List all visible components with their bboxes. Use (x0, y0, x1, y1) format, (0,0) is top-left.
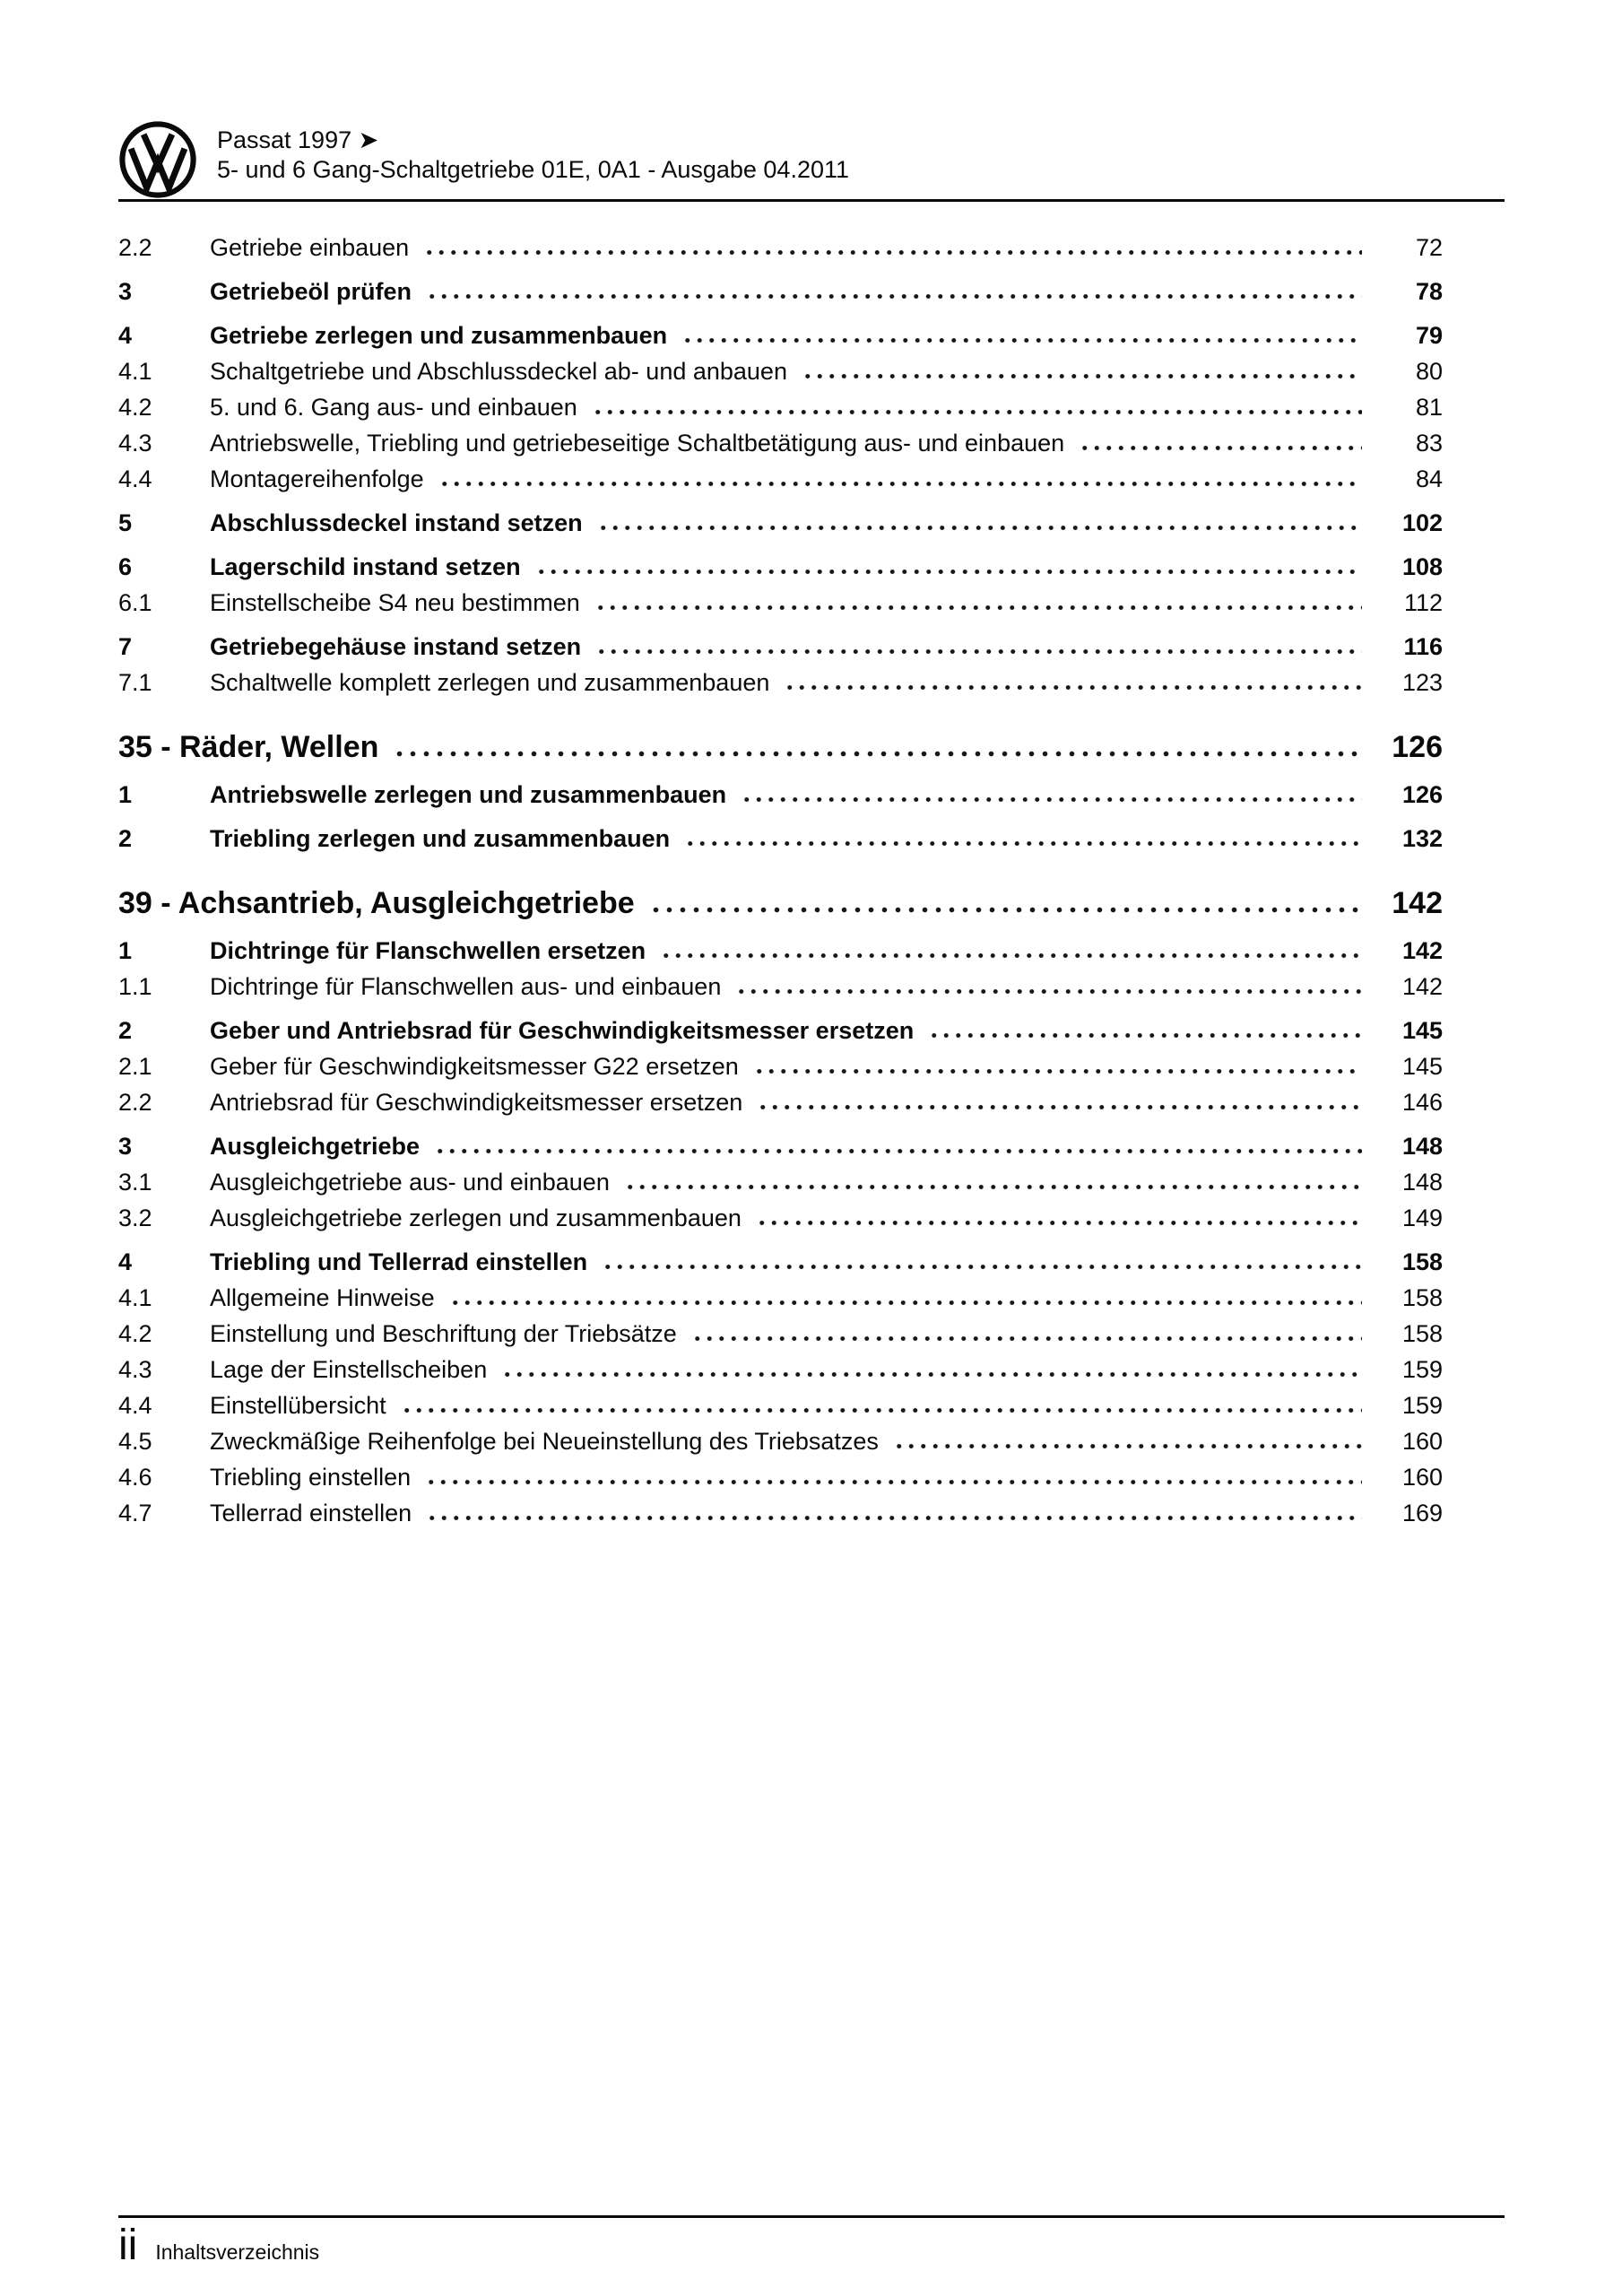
entry-number: 1 (118, 937, 133, 964)
entry-label: Tellerrad einstellen (210, 1500, 412, 1526)
dot-leader (593, 585, 1362, 621)
entry-number: 2 (118, 825, 133, 852)
footer-page-number: ii (118, 2222, 138, 2269)
toc-entry (118, 353, 1443, 389)
vw-logo (118, 120, 197, 199)
dot-leader (423, 1459, 1362, 1495)
dot-leader (733, 969, 1362, 1004)
toc (118, 230, 1443, 1531)
dot-leader (754, 1200, 1362, 1236)
entry-page-number: 158 (1401, 1284, 1443, 1311)
entry-page-number: 146 (1401, 1089, 1443, 1116)
toc-entry (118, 1084, 1443, 1120)
dot-leader (682, 821, 1362, 857)
entry-number: 4.5 (118, 1428, 152, 1455)
toc-entry (118, 1128, 1443, 1164)
dot-leader (891, 1423, 1362, 1459)
entry-label: Zweckmäßige Reihenfolge bei Neueinstellung des Triebsatzes (210, 1428, 879, 1455)
dot-leader (800, 353, 1362, 389)
dot-leader (658, 933, 1362, 969)
entry-page-number: 148 (1401, 1169, 1443, 1196)
toc-entry (118, 230, 1443, 265)
header-rule (118, 199, 1505, 202)
toc-entry (118, 1244, 1443, 1280)
entry-page-number: 80 (1415, 358, 1443, 385)
toc-entry (118, 505, 1443, 541)
dot-leader (751, 1048, 1362, 1084)
entry-label: Dichtringe für Flanschwellen aus- und einbauen (210, 973, 722, 1000)
toc-entry (118, 317, 1443, 353)
toc-entry (118, 1495, 1443, 1531)
entry-page-number: 160 (1401, 1464, 1443, 1491)
dot-leader (499, 1352, 1362, 1387)
toc-section-heading (118, 882, 1443, 925)
entry-page-number: 102 (1401, 509, 1443, 536)
dot-leader (424, 274, 1362, 309)
entry-page-number: 84 (1415, 465, 1443, 492)
toc-entry (118, 549, 1443, 585)
footer-rule (118, 2215, 1505, 2218)
dot-leader (447, 1280, 1362, 1316)
dot-leader (437, 461, 1362, 497)
entry-label: Getriebegehäuse instand setzen (210, 633, 582, 660)
entry-label: Geber für Geschwindigkeitsmesser G22 ersetzen (210, 1053, 739, 1080)
entry-page-number: 72 (1415, 234, 1443, 261)
header-text (217, 120, 849, 185)
entry-number: 3 (118, 278, 133, 305)
dot-leader (690, 1316, 1362, 1352)
dot-leader (424, 1495, 1362, 1531)
entry-page-number: 79 (1415, 322, 1443, 349)
section-title: 35 - Räder, Wellen (118, 730, 379, 764)
entry-page-number: 81 (1415, 394, 1443, 421)
dot-leader (432, 1128, 1362, 1164)
entry-page-number: 78 (1415, 278, 1443, 305)
page-header (118, 120, 1505, 199)
entry-label: Getriebe zerlegen und zusammenbauen (210, 322, 668, 349)
entry-number: 1 (118, 781, 133, 808)
toc-entry (118, 389, 1443, 425)
section-page-number: 142 (1392, 886, 1443, 920)
entry-label: Schaltwelle komplett zerlegen und zusammenbauen (210, 669, 770, 696)
entry-number: 4.4 (118, 465, 152, 492)
entry-page-number: 148 (1401, 1133, 1443, 1160)
footer-label: Inhaltsverzeichnis (155, 2240, 320, 2264)
toc-entry (118, 1352, 1443, 1387)
entry-number: 4.3 (118, 1356, 152, 1383)
dot-leader (1077, 425, 1362, 461)
entry-number: 1.1 (118, 973, 152, 1000)
entry-page-number: 116 (1403, 633, 1443, 660)
toc-entry (118, 274, 1443, 309)
entry-label: Getriebe einbauen (210, 234, 410, 261)
toc-entry (118, 933, 1443, 969)
entry-page-number: 123 (1401, 669, 1443, 696)
entry-number: 3.1 (118, 1169, 152, 1196)
section-title: 39 - Achsantrieb, Ausgleichgetriebe (118, 886, 635, 920)
entry-label: Abschlussdeckel instand setzen (210, 509, 583, 536)
toc-entry (118, 665, 1443, 700)
page-footer (118, 2222, 319, 2269)
toc-entry (118, 1459, 1443, 1495)
dot-leader (622, 1164, 1362, 1200)
entry-label: Triebling zerlegen und zusammenbauen (210, 825, 671, 852)
entry-page-number: 112 (1403, 589, 1443, 616)
toc-entry (118, 1048, 1443, 1084)
entry-number: 4.6 (118, 1464, 152, 1491)
entry-number: 4.1 (118, 1284, 152, 1311)
entry-label: Einstellübersicht (210, 1392, 386, 1419)
entry-number: 7.1 (118, 669, 152, 696)
entry-number: 3 (118, 1133, 133, 1160)
dot-leader (590, 389, 1362, 425)
entry-number: 4.3 (118, 430, 152, 457)
entry-number: 4.7 (118, 1500, 152, 1526)
toc-entry (118, 1013, 1443, 1048)
entry-page-number: 108 (1401, 553, 1443, 580)
entry-number: 3.2 (118, 1205, 152, 1231)
dot-leader (680, 317, 1362, 353)
header-model: Passat 1997 ➤ (217, 126, 379, 153)
toc-entry (118, 1164, 1443, 1200)
entry-label: Triebling und Tellerrad einstellen (210, 1248, 588, 1275)
entry-label: Lage der Einstellscheiben (210, 1356, 488, 1383)
entry-number: 4.1 (118, 358, 152, 385)
entry-number: 2.2 (118, 234, 152, 261)
entry-label: Lagerschild instand setzen (210, 553, 521, 580)
entry-label: Montagereihenfolge (210, 465, 424, 492)
entry-label: Triebling einstellen (210, 1464, 412, 1491)
entry-number: 4 (118, 1248, 133, 1275)
entry-page-number: 169 (1401, 1500, 1443, 1526)
dot-leader (595, 505, 1362, 541)
entry-number: 4.2 (118, 394, 152, 421)
toc-section-heading (118, 726, 1443, 769)
entry-page-number: 145 (1401, 1053, 1443, 1080)
dot-leader (647, 882, 1362, 925)
dot-leader (926, 1013, 1362, 1048)
entry-page-number: 158 (1401, 1320, 1443, 1347)
entry-page-number: 159 (1401, 1356, 1443, 1383)
toc-entry (118, 629, 1443, 665)
entry-page-number: 142 (1401, 973, 1443, 1000)
dot-leader (600, 1244, 1362, 1280)
toc-entry (118, 969, 1443, 1004)
toc-entry (118, 425, 1443, 461)
toc-entry (118, 1423, 1443, 1459)
dot-leader (399, 1387, 1362, 1423)
dot-leader (739, 777, 1362, 813)
entry-label: Ausgleichgetriebe (210, 1133, 421, 1160)
entry-number: 2.1 (118, 1053, 152, 1080)
dot-leader (421, 230, 1362, 265)
entry-number: 6 (118, 553, 133, 580)
entry-label: 5. und 6. Gang aus- und einbauen (210, 394, 577, 421)
entry-label: Allgemeine Hinweise (210, 1284, 435, 1311)
entry-label: Dichtringe für Flanschwellen ersetzen (210, 937, 646, 964)
entry-page-number: 158 (1401, 1248, 1443, 1275)
dot-leader (755, 1084, 1362, 1120)
entry-number: 7 (118, 633, 133, 660)
entry-label: Antriebswelle zerlegen und zusammenbauen (210, 781, 727, 808)
entry-label: Schaltgetriebe und Abschlussdeckel ab- und anbauen (210, 358, 787, 385)
dot-leader (594, 629, 1362, 665)
entry-label: Ausgleichgetriebe aus- und einbauen (210, 1169, 610, 1196)
toc-entry (118, 821, 1443, 857)
dot-leader (533, 549, 1362, 585)
entry-page-number: 145 (1401, 1017, 1443, 1044)
dot-leader (391, 726, 1362, 769)
entry-page-number: 149 (1401, 1205, 1443, 1231)
toc-entry (118, 1316, 1443, 1352)
toc-entry (118, 1280, 1443, 1316)
toc-entry (118, 1200, 1443, 1236)
entry-page-number: 142 (1401, 937, 1443, 964)
header-subtitle: 5- und 6 Gang-Schaltgetriebe 01E, 0A1 - Ausgabe 04.2011 (217, 156, 850, 183)
entry-number: 4 (118, 322, 133, 349)
toc-entry (118, 461, 1443, 497)
dot-leader (782, 665, 1362, 700)
entry-number: 2.2 (118, 1089, 152, 1116)
toc-entry (118, 585, 1443, 621)
entry-page-number: 126 (1401, 781, 1443, 808)
toc-entry (118, 1387, 1443, 1423)
entry-label: Geber und Antriebsrad für Geschwindigkeitsmesser ersetzen (210, 1017, 915, 1044)
entry-number: 5 (118, 509, 133, 536)
entry-page-number: 132 (1401, 825, 1443, 852)
entry-number: 6.1 (118, 589, 152, 616)
entry-page-number: 159 (1401, 1392, 1443, 1419)
entry-number: 4.2 (118, 1320, 152, 1347)
entry-label: Ausgleichgetriebe zerlegen und zusammenbauen (210, 1205, 742, 1231)
entry-page-number: 83 (1415, 430, 1443, 457)
entry-label: Getriebeöl prüfen (210, 278, 412, 305)
entry-page-number: 160 (1401, 1428, 1443, 1455)
entry-label: Antriebsrad für Geschwindigkeitsmesser ersetzen (210, 1089, 743, 1116)
section-page-number: 126 (1392, 730, 1443, 764)
entry-label: Antriebswelle, Triebling und getriebeseitige Schaltbetätigung aus- und einbauen (210, 430, 1065, 457)
entry-number: 2 (118, 1017, 133, 1044)
entry-label: Einstellung und Beschriftung der Triebsätze (210, 1320, 677, 1347)
entry-label: Einstellscheibe S4 neu bestimmen (210, 589, 580, 616)
entry-number: 4.4 (118, 1392, 152, 1419)
toc-entry (118, 777, 1443, 813)
